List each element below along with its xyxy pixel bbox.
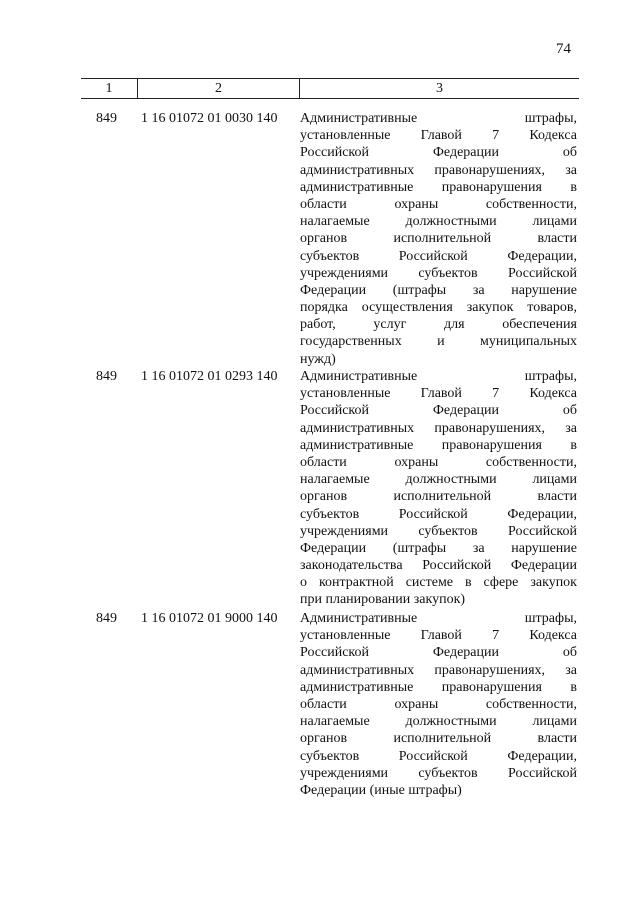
description-word: учреждениями xyxy=(300,523,389,539)
description-line xyxy=(300,248,577,265)
description-word: Российской xyxy=(300,145,369,161)
income-description xyxy=(300,610,577,799)
description-word: охраны xyxy=(394,454,439,470)
header-column-3: 3 xyxy=(436,81,443,96)
budget-classification-code: 1 16 01072 01 0293 140 xyxy=(141,369,278,384)
page-number: 74 xyxy=(556,41,571,57)
description-word: Административные xyxy=(300,369,418,384)
description-word: в xyxy=(570,679,577,695)
description-word: контрактной xyxy=(318,575,394,591)
description-word: собственности, xyxy=(485,696,577,712)
description-line xyxy=(300,488,577,505)
description-word: области xyxy=(300,196,347,212)
description-line xyxy=(300,420,577,437)
description-word: Федерации, xyxy=(507,506,577,522)
description-line xyxy=(300,162,577,179)
description-line xyxy=(300,110,577,127)
description-line xyxy=(300,127,577,144)
description-word: охраны xyxy=(394,696,439,712)
income-description xyxy=(300,110,577,368)
description-line xyxy=(300,574,577,591)
description-word: за xyxy=(565,420,577,436)
description-word: правонарушениях, xyxy=(434,662,546,678)
description-word: административные xyxy=(300,179,414,195)
description-word: Российской xyxy=(422,558,492,574)
description-word: административные xyxy=(300,437,414,453)
description-word: области xyxy=(300,454,347,470)
description-word: при планировании закупок) xyxy=(300,592,466,608)
description-line xyxy=(300,471,577,488)
description-word: органов xyxy=(300,731,348,747)
description-line xyxy=(300,196,577,213)
description-word: Административные xyxy=(300,111,418,126)
description-word: субъектов xyxy=(418,765,478,781)
admin-code: 849 xyxy=(96,369,117,384)
description-word: Кодекса xyxy=(529,128,577,144)
description-word: нарушение xyxy=(511,282,577,298)
description-word: товаров, xyxy=(527,300,577,316)
description-word: закупок xyxy=(466,300,514,316)
description-word: в xyxy=(570,179,577,195)
description-word: власти xyxy=(537,231,577,247)
description-word: Российской xyxy=(508,265,577,281)
description-line xyxy=(300,748,577,765)
description-word: законодательства xyxy=(300,558,403,574)
table-header xyxy=(81,78,579,99)
description-word: области xyxy=(300,696,347,712)
description-line xyxy=(300,523,577,540)
budget-classification-code: 1 16 01072 01 9000 140 xyxy=(141,611,278,626)
description-word: Главой xyxy=(420,628,462,644)
description-line xyxy=(300,265,577,282)
description-line xyxy=(300,557,577,574)
budget-classification-code: 1 16 01072 01 0030 140 xyxy=(141,111,278,126)
description-word: правонарушения xyxy=(441,179,542,195)
description-word: Кодекса xyxy=(529,628,577,644)
description-word: обеспечения xyxy=(502,317,577,333)
description-word: за xyxy=(565,662,577,678)
income-description xyxy=(300,368,577,609)
description-word: об xyxy=(562,645,577,661)
description-word: Федерации xyxy=(432,645,499,661)
description-line xyxy=(300,230,577,247)
description-word: учреждениями xyxy=(300,265,389,281)
description-word: Федерации xyxy=(300,540,367,556)
description-word: субъектов xyxy=(300,248,360,264)
description-word: налагаемые xyxy=(300,214,370,230)
description-word: субъектов xyxy=(300,506,360,522)
description-word: об xyxy=(562,145,577,161)
description-word: субъектов xyxy=(300,748,360,764)
description-word: правонарушениях, xyxy=(434,420,546,436)
description-word: государственных xyxy=(300,334,402,350)
description-line xyxy=(300,679,577,696)
description-word: для xyxy=(443,317,465,333)
description-word: должностными xyxy=(405,472,497,488)
description-word: Российской xyxy=(398,506,468,522)
description-word: Российской xyxy=(398,248,468,264)
description-line xyxy=(300,385,577,402)
description-word: в xyxy=(464,575,472,591)
description-word: (штрафы xyxy=(392,282,447,298)
description-word: за xyxy=(565,162,577,178)
description-word: налагаемые xyxy=(300,714,370,730)
description-word: лицами xyxy=(532,714,577,730)
description-word: лицами xyxy=(532,214,577,230)
description-line xyxy=(300,644,577,661)
description-word: охраны xyxy=(394,196,439,212)
description-word: Российской xyxy=(508,765,577,781)
description-word: административных xyxy=(300,662,415,678)
admin-code: 849 xyxy=(96,611,117,626)
description-word: Федерации (иные штрафы) xyxy=(300,782,462,798)
description-word: собственности, xyxy=(485,454,577,470)
description-word: Федерации, xyxy=(507,248,577,264)
description-word: штрафы, xyxy=(524,611,577,626)
description-word: власти xyxy=(537,731,577,747)
description-word: штрафы, xyxy=(524,369,577,384)
description-line xyxy=(300,696,577,713)
description-word: Главой xyxy=(420,386,462,402)
description-word: системе xyxy=(405,575,454,591)
description-line xyxy=(300,213,577,230)
description-line xyxy=(300,610,577,627)
description-word: установленные xyxy=(300,628,391,644)
description-word: нарушение xyxy=(511,540,577,556)
description-word: правонарушения xyxy=(441,437,542,453)
description-line xyxy=(300,351,577,368)
description-word: правонарушения xyxy=(441,679,542,695)
description-word: 7 xyxy=(492,628,500,644)
description-line xyxy=(300,402,577,419)
description-line xyxy=(300,333,577,350)
description-word: власти xyxy=(537,489,577,505)
description-word: Федерации xyxy=(510,558,577,574)
description-line xyxy=(300,782,577,799)
description-word: органов xyxy=(300,231,348,247)
description-word: установленные xyxy=(300,128,391,144)
description-word: административных xyxy=(300,162,415,178)
description-word: муниципальных xyxy=(480,334,577,350)
description-word: административных xyxy=(300,420,415,436)
description-word: 7 xyxy=(492,386,500,402)
description-word: Российской xyxy=(398,748,468,764)
description-word: органов xyxy=(300,489,348,505)
description-line xyxy=(300,713,577,730)
description-word: должностными xyxy=(405,214,497,230)
description-word: услуг xyxy=(373,317,407,333)
description-word: налагаемые xyxy=(300,472,370,488)
description-word: субъектов xyxy=(418,523,478,539)
admin-code: 849 xyxy=(96,111,117,126)
description-word: исполнительной xyxy=(393,231,492,247)
description-line xyxy=(300,662,577,679)
description-word: осуществления xyxy=(361,300,453,316)
description-line xyxy=(300,282,577,299)
description-line xyxy=(300,316,577,333)
description-line xyxy=(300,540,577,557)
description-word: собственности, xyxy=(485,196,577,212)
description-word: 7 xyxy=(492,128,500,144)
description-line xyxy=(300,144,577,161)
header-column-2: 2 xyxy=(215,81,222,96)
description-word: за xyxy=(472,540,485,556)
description-word: и xyxy=(437,334,445,350)
description-line xyxy=(300,437,577,454)
description-word: об xyxy=(562,403,577,419)
description-line xyxy=(300,627,577,644)
description-word: административные xyxy=(300,679,414,695)
description-word: Федерации xyxy=(432,403,499,419)
description-word: Кодекса xyxy=(529,386,577,402)
description-word: учреждениями xyxy=(300,765,389,781)
description-word: сфере xyxy=(483,575,519,591)
description-line xyxy=(300,506,577,523)
description-word: исполнительной xyxy=(393,731,492,747)
description-word: Федерации xyxy=(432,145,499,161)
description-word: в xyxy=(570,437,577,453)
description-word: субъектов xyxy=(418,265,478,281)
description-word: Главой xyxy=(420,128,462,144)
description-word: установленные xyxy=(300,386,391,402)
header-column-1: 1 xyxy=(105,81,113,96)
description-word: за xyxy=(472,282,485,298)
description-word: о xyxy=(300,575,307,591)
description-line xyxy=(300,591,577,608)
description-word: (штрафы xyxy=(392,540,447,556)
description-word: исполнительной xyxy=(393,489,492,505)
description-word: Российской xyxy=(508,523,577,539)
description-word: должностными xyxy=(405,714,497,730)
description-word: работ, xyxy=(300,317,336,333)
description-line xyxy=(300,179,577,196)
description-word: порядка xyxy=(300,300,348,316)
description-word: правонарушениях, xyxy=(434,162,546,178)
description-word: Административные xyxy=(300,611,418,626)
description-word: Федерации xyxy=(300,282,367,298)
description-line xyxy=(300,765,577,782)
description-word: штрафы, xyxy=(524,111,577,126)
description-word: закупок xyxy=(530,575,577,591)
description-line xyxy=(300,730,577,747)
description-word: Российской xyxy=(300,645,369,661)
description-word: Российской xyxy=(300,403,369,419)
description-line xyxy=(300,368,577,385)
description-word: нужд) xyxy=(300,351,336,367)
description-word: Федерации, xyxy=(507,748,577,764)
description-line xyxy=(300,454,577,471)
description-word: лицами xyxy=(532,472,577,488)
description-line xyxy=(300,299,577,316)
